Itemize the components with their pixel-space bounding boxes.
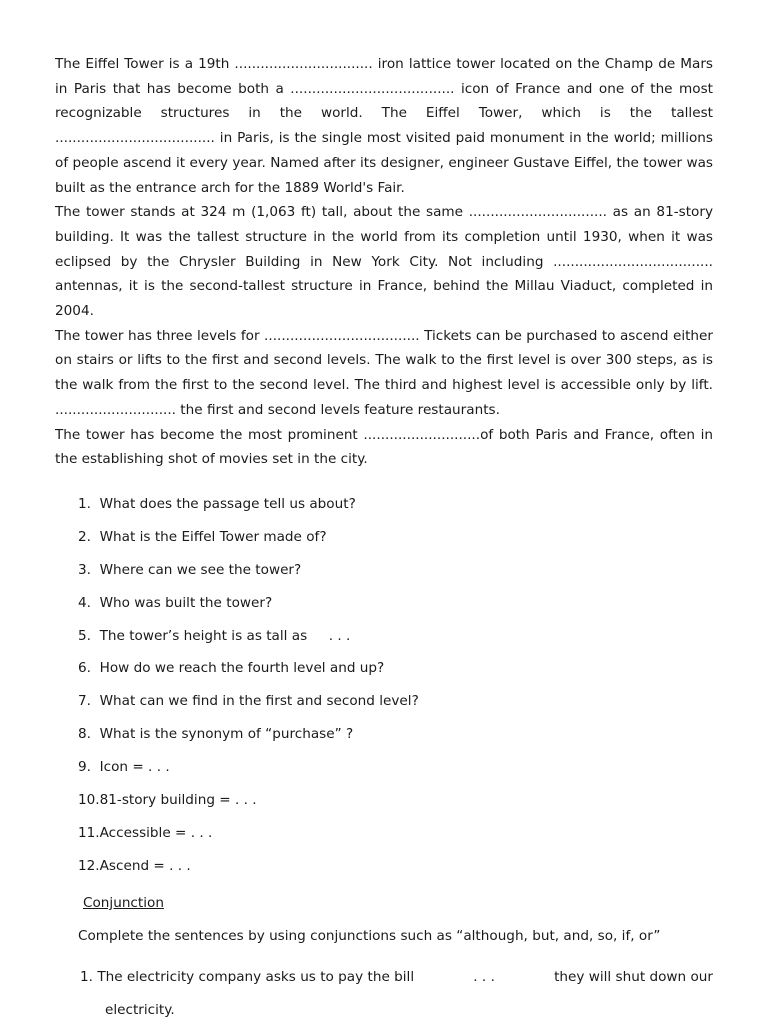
exercise-item-text-before: The electricity company asks us to pay the bill [97,969,415,985]
exercise-item-lead [80,961,414,994]
exercise-item-number: 1. [80,969,93,985]
question-list [78,492,718,887]
question-item: 3. Where can we see the tower? [78,561,302,578]
question-item: 4. Who was built the tower? [78,594,273,611]
passage-paragraph-4: The tower has become the most prominent ...........................of both Paris and France, often in the establishing shot of movies set in the city. [55,426,713,468]
question-item: 1. What does the passage tell us about? [78,496,356,512]
passage-paragraph-1: The Eiffel Tower is a 19th ................................ iron lattice tower located on the Champ de Mars in Paris that has become both a ...................................... icon of France and one of the most recognizable structures in the world. The Eiffel Tower, which is the tallest ..................................... in Paris, is the single most visited paid monument in the world; millions of people ascend it every year. Named after its designer, engineer Gustave Eiffel, the tower was built as the entrance arch for the 1889 World's Fair. [55,56,713,196]
conjunction-instructions: Complete the sentences by using conjunctions such as “although, but, and, so, if, or” [78,928,661,944]
exercise-item-continuation: electricity. [105,1002,175,1018]
question-item: 2. What is the Eiffel Tower made of? [78,528,327,545]
question-item: 5. The tower’s height is as tall as . . . [78,627,351,644]
question-item: 8. What is the synonym of “purchase” ? [78,726,354,743]
question-item: 11.Accessible = . . . [78,824,213,841]
exercise-item-line [80,961,713,994]
conjunction-heading: Conjunction [83,895,164,911]
question-item: 12.Ascend = . . . [78,857,191,874]
question-item: 6. How do we reach the fourth level and up? [78,660,385,677]
exercise-item-text-after: they will shut down our [554,969,713,985]
passage-paragraph-2: The tower stands at 324 m (1,063 ft) tall, about the same ................................ as an 81-story building. It was the tallest structure in the world from its completion until 1930, when it was eclipsed by the Chrysler Building in New York City. Not including ..................................... antennas, it is the second-tallest structure in France, behind the Millau Viaduct, completed in 2004. [55,204,713,320]
exercise-item [80,961,713,1027]
question-item: 9. Icon = . . . [78,759,170,776]
question-item: 10.81-story building = . . . [78,792,257,809]
conjunction-exercise-list [80,961,713,1027]
passage-paragraph-3: The tower has three levels for .................................... Tickets can be purchased to ascend either on stairs or lifts to the first and second levels. The walk to the first level is over 300 steps, as is the walk from the first to the second level. The third and highest level is accessible only by lift. ............................ the first and second levels feature restaurants. [55,327,713,418]
exercise-item-blank: . . . [473,969,495,985]
reading-passage [55,52,713,472]
question-item: 7. What can we find in the first and second level? [78,693,419,710]
